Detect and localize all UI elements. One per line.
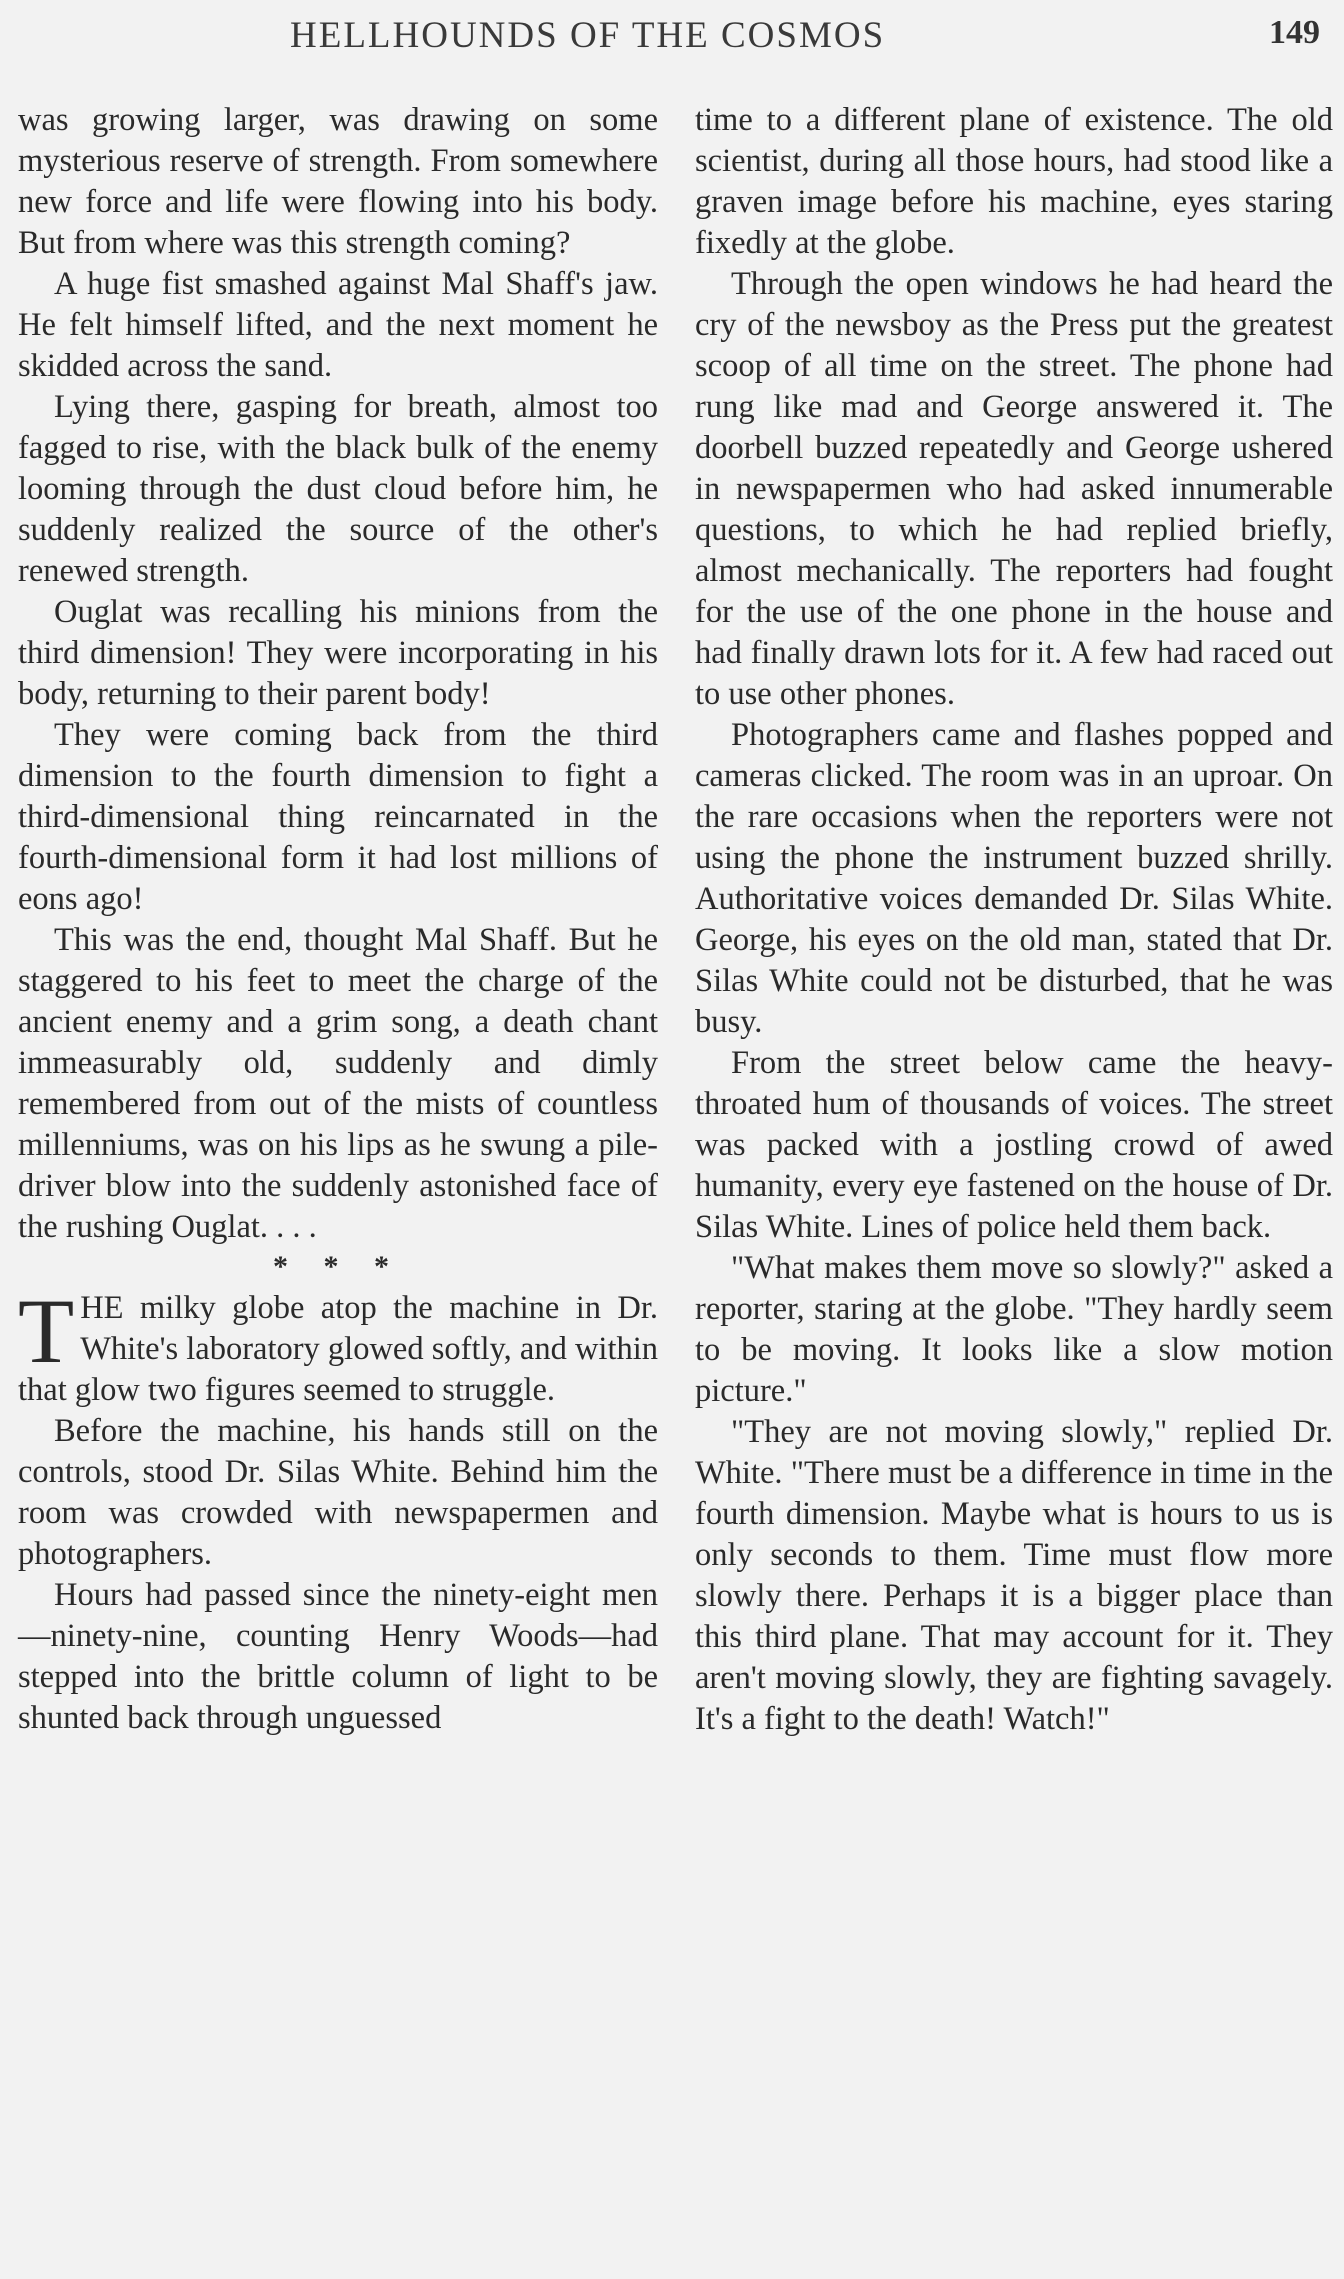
paragraph: Through the open windows he had heard the cry of the newsboy as the Press put the greatest scoop of all time on the street. The phone had rung like mad and George answered it. The doorbell buzzed repeatedly and George ushered in newspapermen who had asked innumerable questions, to which he had replied briefly, almost mechanically. The reporters had fought for the use of the one phone in the house and had finally drawn lots for it. A few had raced out to use other phones. [695,266,1333,712]
dropcap-paragraph [18,1280,658,1411]
paragraph: Before the machine, his hands still on the controls, stood Dr. Silas White. Behind him the room was crowded with newspapermen and photographers. [18,1413,658,1572]
paragraph: They were coming back from the third dimension to the fourth dimension to fight a third-dimensional thing reincarnated in the fourth-dimensional form it had lost millions of eons ago! [18,717,658,917]
paragraph: was growing larger, was drawing on some mysterious reserve of strength. From somewhere new force and life were flowing into his body. But from where was this strength coming? [18,102,658,261]
paragraph: time to a different plane of existence. The old scientist, during all those hours, had stood like a graven image before his machine, eyes staring fixedly at the globe. [695,102,1333,261]
paragraph: A huge fist smashed against Mal Shaff's jaw. He felt himself lifted, and the next moment he skidded across the sand. [18,266,658,384]
paragraph: Ouglat was recalling his minions from the third dimension! They were incorporating in his body, returning to their parent body! [18,594,658,712]
section-break: * * * [273,1250,403,1283]
page-header [0,8,1344,64]
paragraph: This was the end, thought Mal Shaff. But he staggered to his feet to meet the charge of the ancient enemy and a grim song, a death chant immeasurably old, suddenly and dimly remembered from out of the mists of countless millenniums, was on his lips as he swung a pile-driver blow into the suddenly astonished face of the rushing Ouglat. . . . [18,922,658,1245]
right-column [695,100,1333,1740]
drop-cap: T [18,1280,75,1382]
paragraph: "What makes them move so slowly?" asked a reporter, staring at the globe. "They hardly seem to be moving. It looks like a slow motion picture." [695,1250,1333,1409]
paragraph: Hours had passed since the ninety-eight men—ninety-nine, counting Henry Woods—had stepped into the brittle column of light to be shunted back through unguessed [18,1577,658,1736]
paragraph: Lying there, gasping for breath, almost too fagged to rise, with the black bulk of the enemy looming through the dust cloud before him, he suddenly realized the source of the other's renewed strength. [18,389,658,589]
paragraph: "They are not moving slowly," replied Dr. White. "There must be a difference in time in the fourth dimension. Maybe what is hours to us is only seconds to them. Time must flow more slowly there. Perhaps it is a bigger place than this third plane. That may account for it. They aren't moving slowly, they are fighting savagely. It's a fight to the death! Watch!" [695,1414,1333,1737]
paragraph: Photographers came and flashes popped and cameras clicked. The room was in an uproar. On the rare occasions when the reporters were not using the phone the instrument buzzed shrilly. Authoritative voices demanded Dr. Silas White. George, his eyes on the old man, stated that Dr. Silas White could not be disturbed, that he was busy. [695,717,1333,1040]
running-title: HELLHOUNDS OF THE COSMOS [290,15,886,56]
left-column [18,100,658,1739]
paragraph-text: HE milky globe atop the machine in Dr. White's laboratory glowed softly, and within that glow two figures seemed to struggle. [18,1290,658,1408]
paragraph: From the street below came the heavy-throated hum of thousands of voices. The street was packed with a jostling crowd of awed humanity, every eye fastened on the house of Dr. Silas White. Lines of police held them back. [695,1045,1333,1245]
page-number: 149 [1269,14,1320,51]
